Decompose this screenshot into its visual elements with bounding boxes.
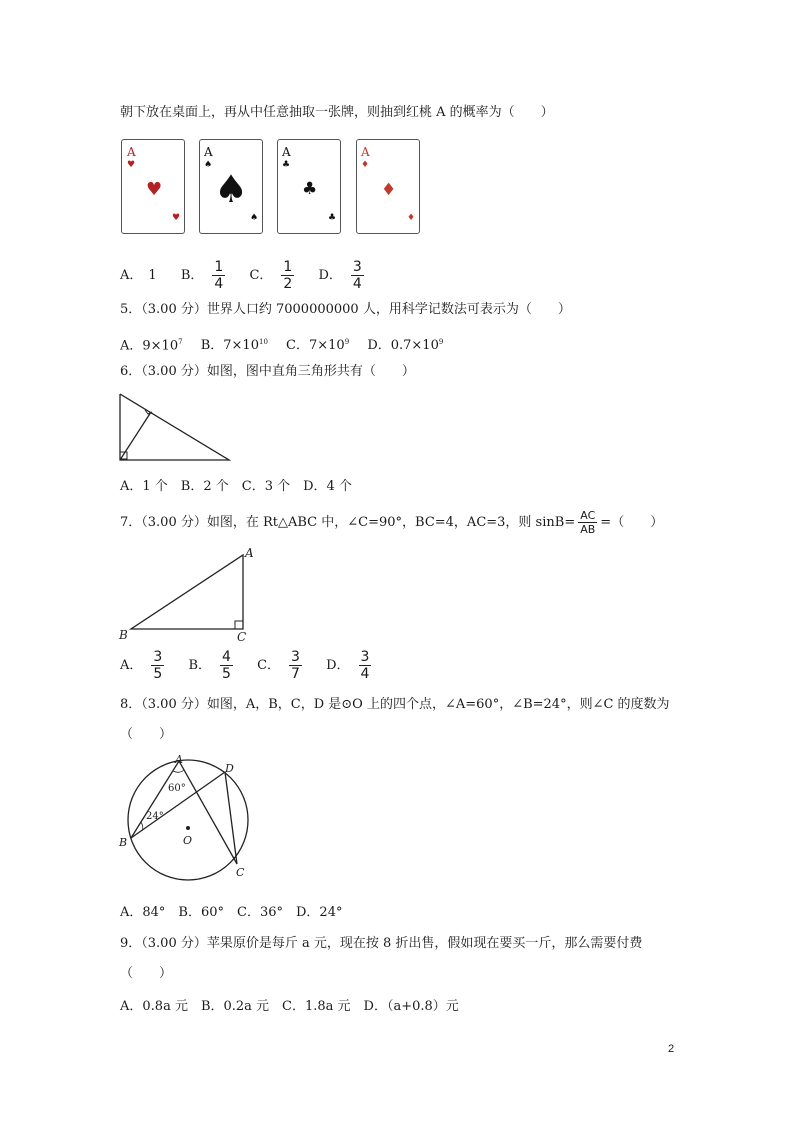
svg-text:♣: ♣ bbox=[302, 179, 318, 199]
label-b: B bbox=[119, 628, 128, 642]
q6-stem: 6．（3.00 分）如图，图中直角三角形共有（ ） bbox=[120, 364, 415, 379]
svg-text:♣: ♣ bbox=[328, 213, 337, 223]
page-number: 2 bbox=[668, 1043, 675, 1055]
q4-stem: 朝下放在桌面上，再从中任意抽取一张牌，则抽到红桃 A 的概率为（ ） bbox=[120, 105, 554, 120]
club-icon bbox=[278, 140, 340, 233]
q9-stem-cont: （ ） bbox=[120, 966, 173, 981]
svg-text:A: A bbox=[127, 145, 136, 159]
q9-options: A．0.8a 元 B．0.2a 元 C．1.8a 元 D．（a+0.8）元 bbox=[120, 999, 459, 1014]
q6-triangle-figure bbox=[115, 390, 235, 465]
label-a: A bbox=[245, 546, 254, 560]
q8-circle-figure bbox=[115, 752, 265, 887]
label-d: D bbox=[225, 762, 234, 775]
svg-text:A: A bbox=[361, 145, 370, 159]
diamond-icon bbox=[357, 140, 419, 233]
q6-options: A．1 个 B．2 个 C．3 个 D．4 个 bbox=[120, 479, 352, 494]
angle-a-label: 60° bbox=[168, 783, 186, 794]
card-ace-diamonds bbox=[356, 139, 420, 234]
svg-text:♥: ♥ bbox=[146, 179, 163, 200]
svg-text:♠: ♠ bbox=[204, 160, 213, 170]
label-c: C bbox=[237, 630, 247, 644]
label-a: A bbox=[175, 753, 183, 766]
label-o: O bbox=[183, 834, 193, 847]
heart-icon bbox=[122, 140, 184, 233]
label-b: B bbox=[119, 836, 128, 849]
card-ace-clubs bbox=[277, 139, 341, 234]
q8-stem-cont: （ ） bbox=[120, 727, 173, 742]
label-c: C bbox=[236, 866, 245, 879]
q7-stem: 7．（3.00 分）如图，在 Rt△ABC 中，∠C=90°，BC=4，AC=3，则 sinB= $\frac{AC}{AB}$ =（ ） bbox=[120, 509, 664, 536]
svg-text:A: A bbox=[282, 145, 291, 159]
q8-stem: 8．（3.00 分）如图，A，B，C，D 是⊙O 上的四个点，∠A=60°，∠B=24°，则∠C 的度数为 bbox=[120, 697, 670, 712]
card-ace-spades bbox=[199, 139, 263, 234]
card-ace-hearts bbox=[121, 139, 185, 234]
angle-b-label: 24° bbox=[146, 811, 164, 822]
q4-options: A． 1 B． $\frac{1}{4}$ C． $\frac{1}{2}$ D． $\frac{3}{4}$ bbox=[120, 259, 362, 292]
svg-text:♣: ♣ bbox=[282, 160, 291, 170]
svg-text:♥: ♥ bbox=[127, 160, 136, 170]
svg-text:♦: ♦ bbox=[407, 213, 416, 223]
spade-icon bbox=[200, 140, 262, 233]
q8-options: A．84° B．60° C．36° D．24° bbox=[120, 905, 343, 920]
svg-text:♦: ♦ bbox=[381, 180, 397, 200]
q7-triangle-figure bbox=[115, 545, 255, 645]
q5-stem: 5．（3.00 分）世界人口约 7000000000 人，用科学记数法可表示为（ ） bbox=[120, 302, 571, 317]
q7-options: A． $\frac{3}{5}$ B． $\frac{4}{5}$ C． $\frac{3}{7}$ D． $\frac{3}{4}$ bbox=[120, 649, 370, 682]
svg-text:♥: ♥ bbox=[172, 213, 181, 223]
svg-text:♠: ♠ bbox=[214, 167, 249, 211]
q9-stem: 9．（3.00 分）苹果原价是每斤 a 元，现在按 8 折出售，假如现在要买一斤，那么需要付费 bbox=[120, 936, 643, 951]
q5-options: A．$9\times 10^7$ B．$7\times 10^{10}$ C．$7\times 10^9$ D．$0.7\times 10^9$ bbox=[120, 338, 444, 354]
svg-text:♦: ♦ bbox=[361, 160, 370, 170]
svg-text:A: A bbox=[204, 145, 213, 159]
svg-text:♠: ♠ bbox=[250, 213, 259, 223]
